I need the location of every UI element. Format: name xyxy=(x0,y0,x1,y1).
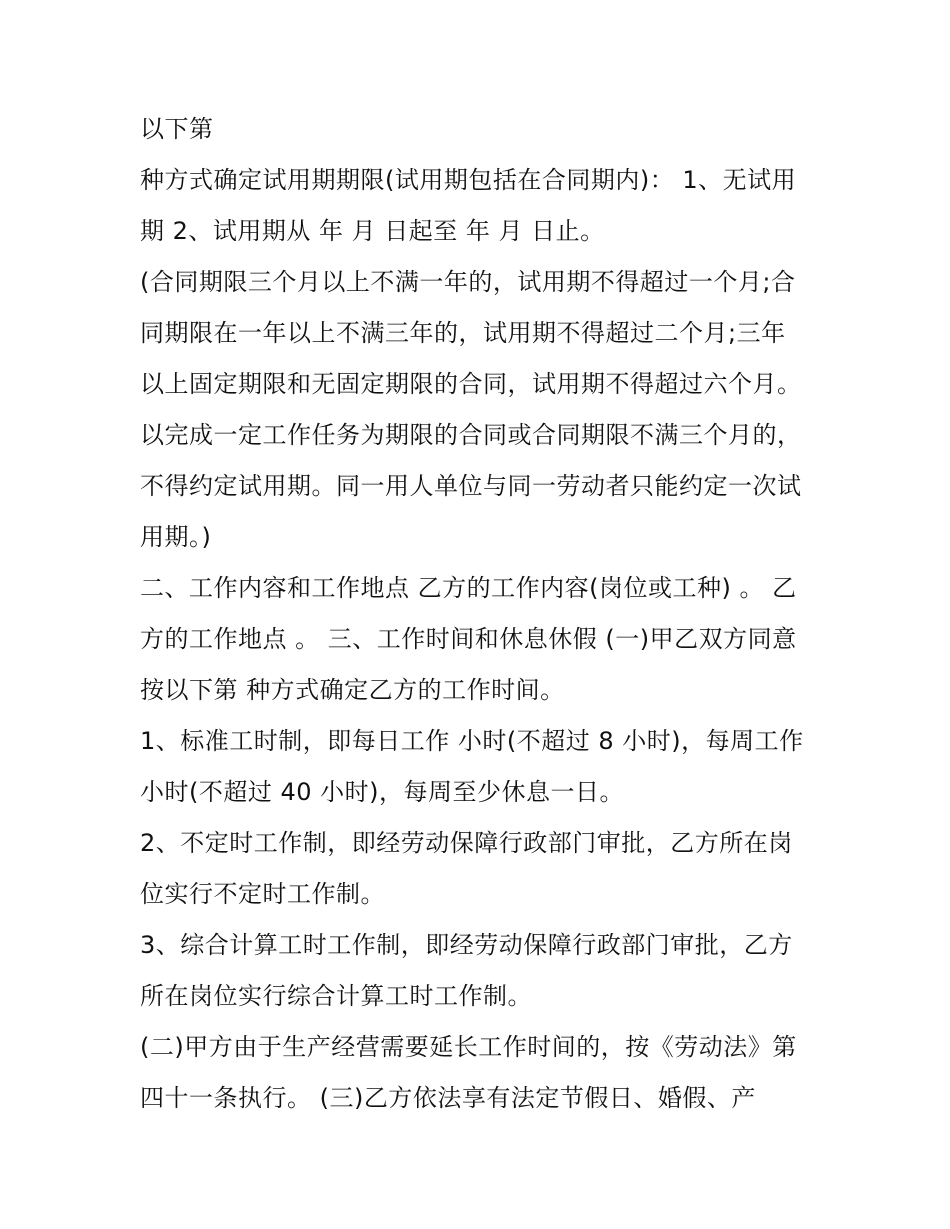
text-line: 种方式确定试用期期限(试用期包括在合同期内)： 1、无试用 xyxy=(140,166,797,194)
text-line: 1、标准工时制，即每日工作 小时(不超过 8 小时)，每周工作 xyxy=(140,727,804,755)
text-line: 四十一条执行。 (三)乙方依法享有法定节假日、婚假、产 xyxy=(140,1084,756,1112)
text-line: 所在岗位实行综合计算工时工作制。 xyxy=(140,982,532,1010)
text-line: 方的工作地点 。 三、工作时间和休息休假 (一)甲乙双方同意 xyxy=(140,625,797,653)
document-body xyxy=(140,104,820,1124)
text-line: 同期限在一年以上不满三年的，试用期不得超过二个月;三年 xyxy=(140,319,786,347)
text-line: 以完成一定工作任务为期限的合同或合同期限不满三个月的， xyxy=(140,421,802,449)
text-line: 期 2、试用期从 年 月 日起至 年 月 日止。 xyxy=(140,217,605,245)
text-line: 2、不定时工作制，即经劳动保障行政部门审批，乙方所在岗 xyxy=(140,829,793,857)
text-line: 不得约定试用期。同一用人单位与同一劳动者只能约定一次试 xyxy=(140,472,802,500)
text-line: 3、综合计算工时工作制，即经劳动保障行政部门审批，乙方 xyxy=(140,931,793,959)
text-line: (二)甲方由于生产经营需要延长工作时间的，按《劳动法》第 xyxy=(140,1033,797,1061)
text-line: 以上固定期限和无固定期限的合同，试用期不得超过六个月。 xyxy=(140,370,802,398)
text-line: (合同期限三个月以上不满一年的，试用期不得超过一个月;合 xyxy=(140,268,796,296)
text-line: 二、工作内容和工作地点 乙方的工作内容(岗位或工种) 。 乙 xyxy=(140,574,797,602)
text-line: 小时(不超过 40 小时)，每周至少休息一日。 xyxy=(140,778,625,806)
text-line: 以下第 xyxy=(140,115,214,143)
text-line: 按以下第 种方式确定乙方的工作时间。 xyxy=(140,676,565,704)
text-line: 位实行不定时工作制。 xyxy=(140,880,385,908)
text-line: 用期。) xyxy=(140,523,212,551)
